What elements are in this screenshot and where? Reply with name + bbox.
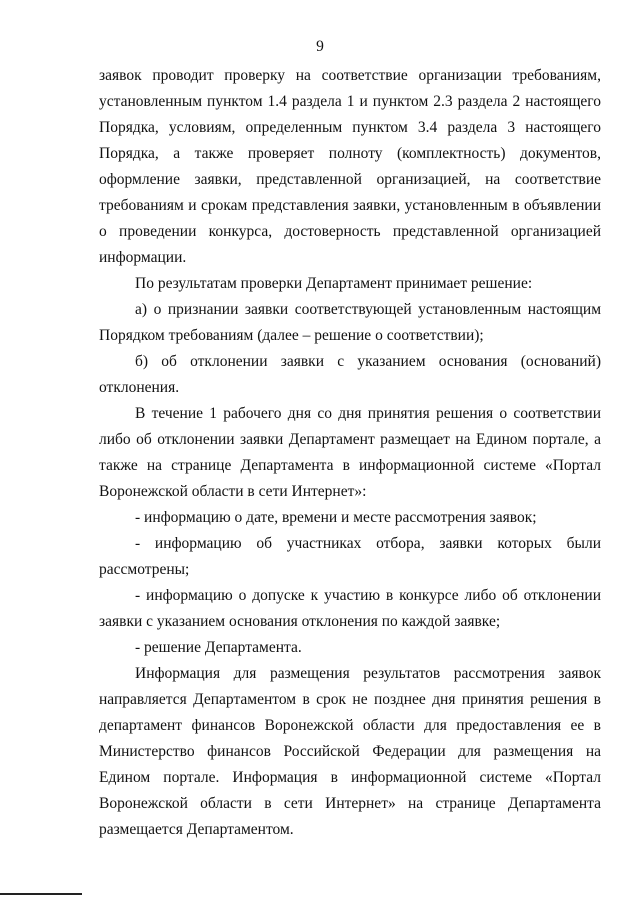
list-item-date-time: - информацию о дате, времени и месте рассмотрения заявок; (135, 509, 537, 526)
list-item-admission: - информацию о допуске к участию в конкурсе либо об отклонении заявки с указанием основания отклонения по каждой заявке; (99, 587, 601, 630)
paragraph-option-a: а) о признании заявки соответствующей установленным настоящим Порядком требованиям (далее – решение о соответствии); (99, 301, 601, 344)
paragraph-decision-intro: По результатам проверки Департамент принимает решение: (135, 275, 533, 292)
list-item-decision: - решение Департамента. (135, 639, 302, 656)
paragraph-results-info: Информация для размещения результатов рассмотрения заявок направляется Департаментом в срок не позднее дня принятия решения в департамент финансов Воронежской области для предоставления ее в Министерство финансов Российской Федерации для размещения на Едином портале. Информация в информационной системе «Портал Воронежской области в сети Интернет» на странице Департамента размещается Департаментом. (99, 665, 601, 838)
paragraph-option-b: б) об отклонении заявки с указанием основания (оснований) отклонения. (99, 353, 601, 396)
paragraph-continuation: заявок проводит проверку на соответствие организации требованиям, установленным пунктом 1.4 раздела 1 и пунктом 2.3 раздела 2 настоящего Порядка, условиям, определенным пунктом 3.4 раздела 3 настоящего Порядка, а также проверяет полноту (комплектность) документов, оформление заявки, представленной организацией, на соответствие требованиям и срокам представления заявки, установленным в объявлении о проведении конкурса, достоверность представленной организацией информации. (99, 67, 601, 266)
list-item-participants: - информацию об участниках отбора, заявки которых были рассмотрены; (99, 535, 601, 578)
footnote-rule (0, 893, 82, 895)
paragraph-publication: В течение 1 рабочего дня со дня принятия решения о соответствии либо об отклонении заявки Департамент размещает на Едином портале, а также на странице Департамента в информационной системе «Портал Воронежской области в сети Интернет»: (99, 405, 601, 500)
page-number: 9 (316, 38, 324, 55)
document-body (99, 63, 601, 843)
